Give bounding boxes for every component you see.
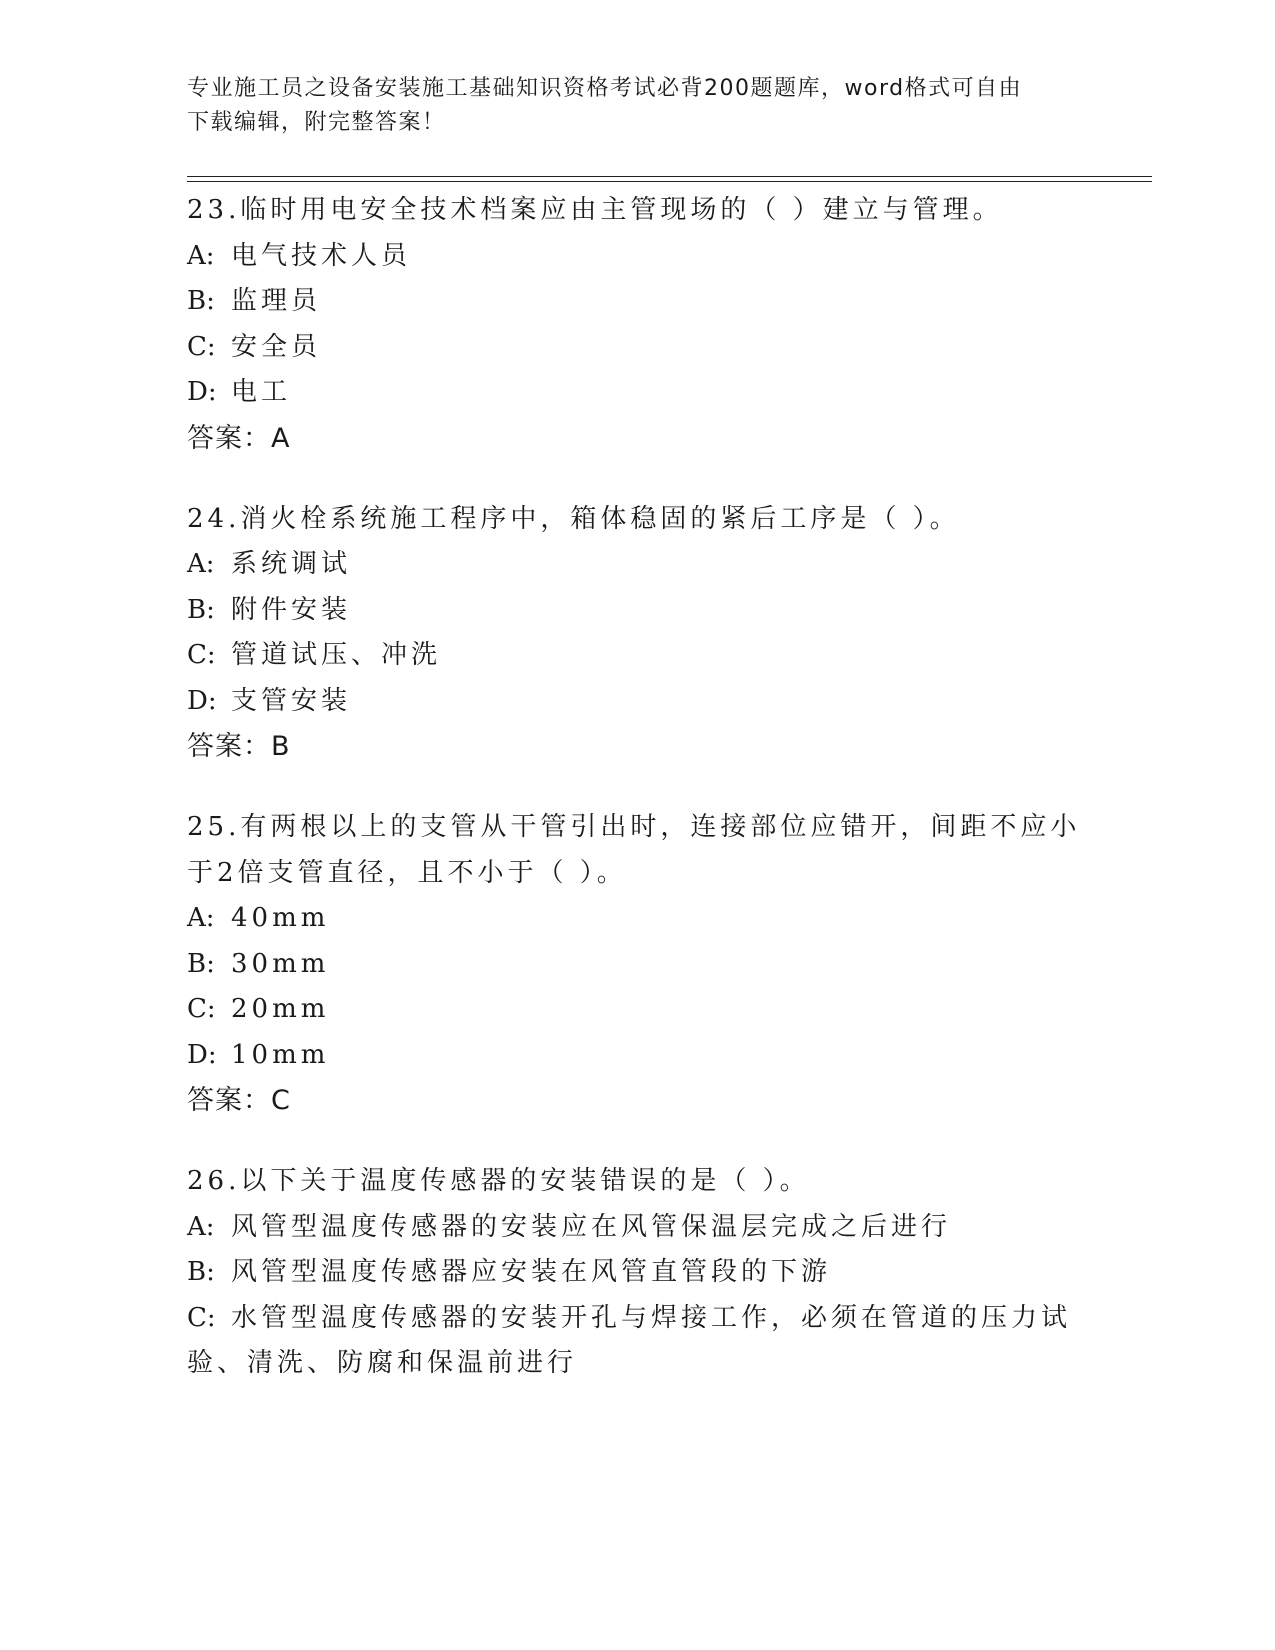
option-text: 风管型温度传感器的安装应在风管保温层完成之后进行 xyxy=(231,1211,952,1242)
header-divider-bottom xyxy=(187,181,1152,182)
option-label: B: xyxy=(187,948,215,979)
option-a xyxy=(187,542,1087,588)
question-25 xyxy=(187,805,1087,1123)
answer-line: 答案：B xyxy=(187,731,291,762)
option-label: C: xyxy=(187,331,216,362)
option-text: 安全员 xyxy=(231,331,322,362)
option-text: 20mm xyxy=(231,994,330,1024)
option-c xyxy=(187,987,1087,1033)
option-text: 10mm xyxy=(231,1039,330,1070)
option-text: 电工 xyxy=(231,377,292,407)
question-text: 26.以下关于温度传感器的安装错误的是（ ）。 xyxy=(187,1166,810,1196)
question-list xyxy=(187,188,1087,1423)
option-b xyxy=(187,279,1087,325)
question-text: 25.有两根以上的支管从干管引出时，连接部位应错开，间距不应小于2倍支管直径，且不小于（ ）。 xyxy=(187,812,1081,888)
option-label: B: xyxy=(187,286,215,316)
option-text: 附件安装 xyxy=(231,594,352,625)
option-c xyxy=(187,325,1087,371)
document-header xyxy=(187,72,1087,140)
option-c xyxy=(187,633,1087,679)
option-text: 系统调试 xyxy=(231,549,352,579)
option-text: 管道试压、冲洗 xyxy=(231,640,442,670)
question-24 xyxy=(187,497,1087,770)
option-text: 电气技术人员 xyxy=(231,240,412,271)
option-label: D: xyxy=(187,685,217,716)
header-line-2: 下载编辑，附完整答案！ xyxy=(187,110,446,135)
option-d xyxy=(187,1033,1087,1079)
option-label: B: xyxy=(187,594,215,625)
option-text: 支管安装 xyxy=(231,685,352,716)
option-label: C: xyxy=(187,640,216,670)
option-b xyxy=(187,588,1087,634)
answer-line: 答案：A xyxy=(187,422,291,454)
option-label: D: xyxy=(187,377,217,407)
question-26 xyxy=(187,1159,1087,1387)
option-c xyxy=(187,1296,1087,1387)
question-text: 24.消火栓系统施工程序中，箱体稳固的紧后工序是（ ）。 xyxy=(187,503,960,534)
option-text: 40mm xyxy=(231,903,330,933)
option-a xyxy=(187,1205,1087,1251)
option-a xyxy=(187,234,1087,280)
option-text: 30mm xyxy=(231,948,330,979)
option-label: C: xyxy=(187,994,216,1024)
option-a xyxy=(187,896,1087,942)
header-line-1: 专业施工员之设备安装施工基础知识资格考试必背200题题库，word格式可自由 xyxy=(187,76,1023,101)
question-23 xyxy=(187,188,1087,461)
option-label: A: xyxy=(187,1211,215,1242)
option-b xyxy=(187,1250,1087,1296)
option-label: C: xyxy=(187,1302,216,1333)
option-b xyxy=(187,942,1087,988)
answer-line: 答案：C xyxy=(187,1085,291,1116)
option-label: D: xyxy=(187,1039,217,1070)
option-label: A: xyxy=(187,240,215,271)
header-divider-top xyxy=(187,176,1152,177)
option-text: 风管型温度传感器应安装在风管直管段的下游 xyxy=(231,1257,832,1287)
option-text: 水管型温度传感器的安装开孔与焊接工作，必须在管道的压力试验、清洗、防腐和保温前进行 xyxy=(187,1302,1072,1378)
question-text: 23.临时用电安全技术档案应由主管现场的（ ）建立与管理。 xyxy=(187,195,1003,225)
option-label: B: xyxy=(187,1257,215,1287)
option-d xyxy=(187,370,1087,416)
option-label: A: xyxy=(187,549,215,579)
option-d xyxy=(187,679,1087,725)
option-label: A: xyxy=(187,903,215,933)
option-text: 监理员 xyxy=(231,286,322,316)
